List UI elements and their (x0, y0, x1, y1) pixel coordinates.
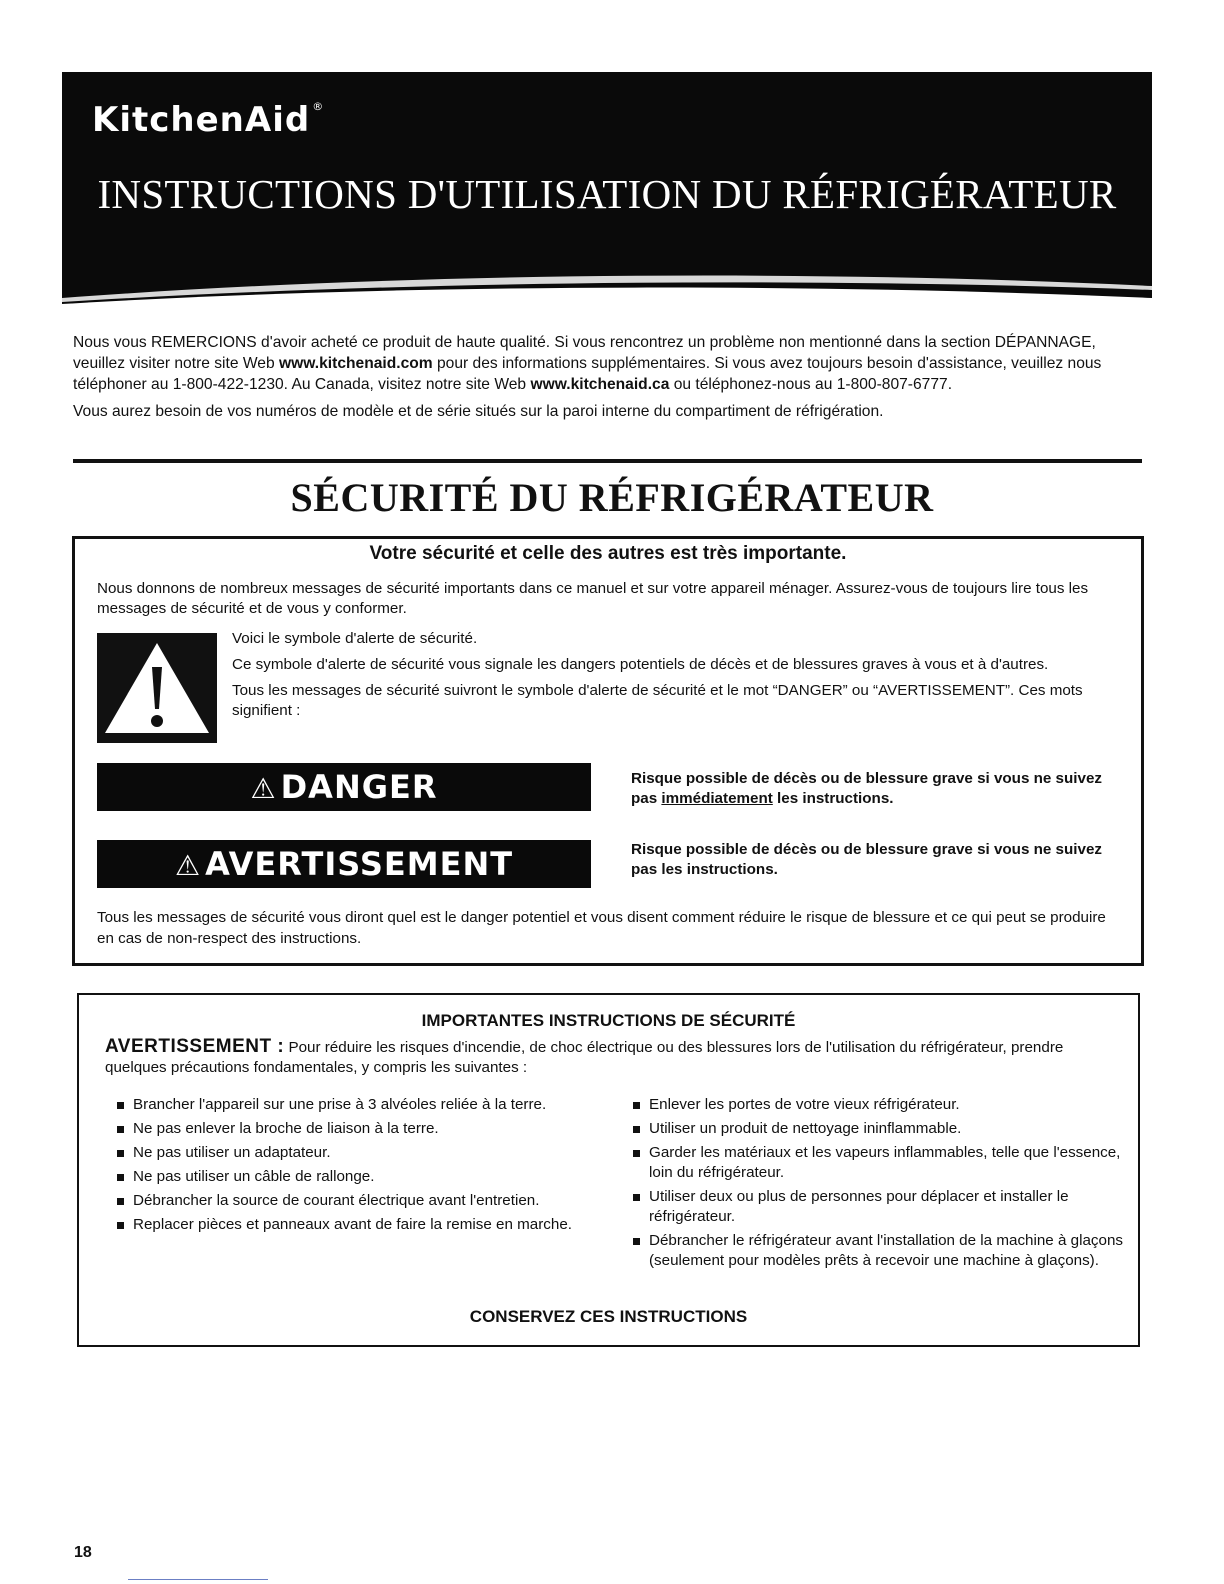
warning-triangle-icon: ⚠ (250, 772, 277, 805)
danger-label: ⚠ DANGER (97, 763, 591, 811)
intro-paragraph-2: Vous aurez besoin de vos numéros de modèle et de série situés sur la paroi interne du compartiment de réfrigération. (73, 403, 884, 420)
important-footer: CONSERVEZ CES INSTRUCTIONS (469, 1307, 748, 1326)
page-number: 18 (74, 1544, 92, 1561)
instructions-list-right (625, 1095, 1125, 1275)
page-title: INSTRUCTIONS D'UTILISATION DU RÉFRIGÉRATEUR (97, 171, 1117, 217)
safety-intro: Nous donnons de nombreux messages de sécurité importants dans ce manuel et sur votre appareil ménager. Assurez-vous de toujours lire tous les messages de sécurité et de vous y conformer. (97, 580, 1089, 617)
important-heading: IMPORTANTES INSTRUCTIONS DE SÉCURITÉ (421, 1011, 796, 1030)
list-item: Replacer pièces et panneaux avant de faire la remise en marche. (109, 1215, 579, 1235)
warning-description: Risque possible de décès ou de blessure grave si vous ne suivez pas les instructions. (631, 841, 1102, 878)
alert-explanation: Voici le symbole d'alerte de sécurité. Ce symbole d'alerte de sécurité vous signale les dangers potentiels de décès et de blessures graves à vous et à d'autres. Tous les messages de sécurité suivront le symbole d'alerte de sécurité et le mot “DANGER” ou “AVERTISSEMENT”. Ces mots signifient : (232, 630, 1083, 719)
warning-label: ⚠ AVERTISSEMENT (97, 840, 591, 888)
instructions-list-left (109, 1095, 579, 1239)
intro-text (73, 332, 1148, 428)
banner-swoosh (62, 246, 1152, 326)
list-item: Débrancher le réfrigérateur avant l'installation de la machine à glaçons (seulement pour modèles prêts à recevoir une machine à glaçons). (625, 1231, 1125, 1271)
list-item: Utiliser un produit de nettoyage ininflammable. (625, 1119, 1125, 1139)
list-item: Débrancher la source de courant électrique avant l'entretien. (109, 1191, 579, 1211)
website-link: www.kitchenaid.com (278, 355, 433, 372)
list-item: Utiliser deux ou plus de personnes pour déplacer et installer le réfrigérateur. (625, 1187, 1125, 1227)
important-warning: AVERTISSEMENT : Pour réduire les risques d'incendie, de choc électrique ou des blessures lors de l'utilisation du réfrigérateur, prendre quelques précautions fondamentales, y compris les suivantes : (105, 1036, 1064, 1076)
brand-logo: KitchenAid ® (92, 100, 325, 140)
safety-alert-icon (97, 633, 217, 743)
list-item: Garder les matériaux et les vapeurs inflammables, telle que l'essence, loin du réfrigérateur. (625, 1143, 1125, 1183)
list-item: Ne pas utiliser un adaptateur. (109, 1143, 579, 1163)
danger-description: Risque possible de décès ou de blessure grave si vous ne suivez pas immédiatement les instructions. (631, 770, 1102, 807)
intro-paragraph-1: Nous vous REMERCIONS d'avoir acheté ce produit de haute qualité. Si vous rencontrez un problème non mentionné dans la section DÉPANNAGE, veuillez visiter notre site Web www.kitchenaid.com pour des informations supplémentaires. Si vous avez toujours besoin d'assistance, veuillez nous téléphoner au 1-800-422-1230. Au Canada, visitez notre site Web www.kitchenaid.ca ou téléphonez-nous au 1-800-807-6777. (73, 334, 1102, 393)
section-title: SÉCURITÉ DU RÉFRIGÉRATEUR (290, 475, 934, 520)
safety-footer: Tous les messages de sécurité vous diront quel est le danger potentiel et vous disent comment réduire le risque de blessure et ce qui peut se produire en cas de non-respect des instructions. (97, 909, 1106, 947)
footer-rule (128, 1579, 268, 1580)
warning-triangle-icon: ⚠ (174, 849, 202, 882)
list-item: Ne pas enlever la broche de liaison à la terre. (109, 1119, 579, 1139)
safety-box (72, 536, 1144, 966)
important-instructions-box (77, 993, 1140, 1347)
website-link-ca: www.kitchenaid.ca (530, 376, 670, 393)
header-banner (62, 72, 1152, 326)
list-item: Brancher l'appareil sur une prise à 3 alvéoles reliée à la terre. (109, 1095, 579, 1115)
list-item: Enlever les portes de votre vieux réfrigérateur. (625, 1095, 1125, 1115)
safety-heading: Votre sécurité et celle des autres est très importante. (369, 543, 847, 564)
divider (73, 459, 1142, 463)
list-item: Ne pas utiliser un câble de rallonge. (109, 1167, 579, 1187)
